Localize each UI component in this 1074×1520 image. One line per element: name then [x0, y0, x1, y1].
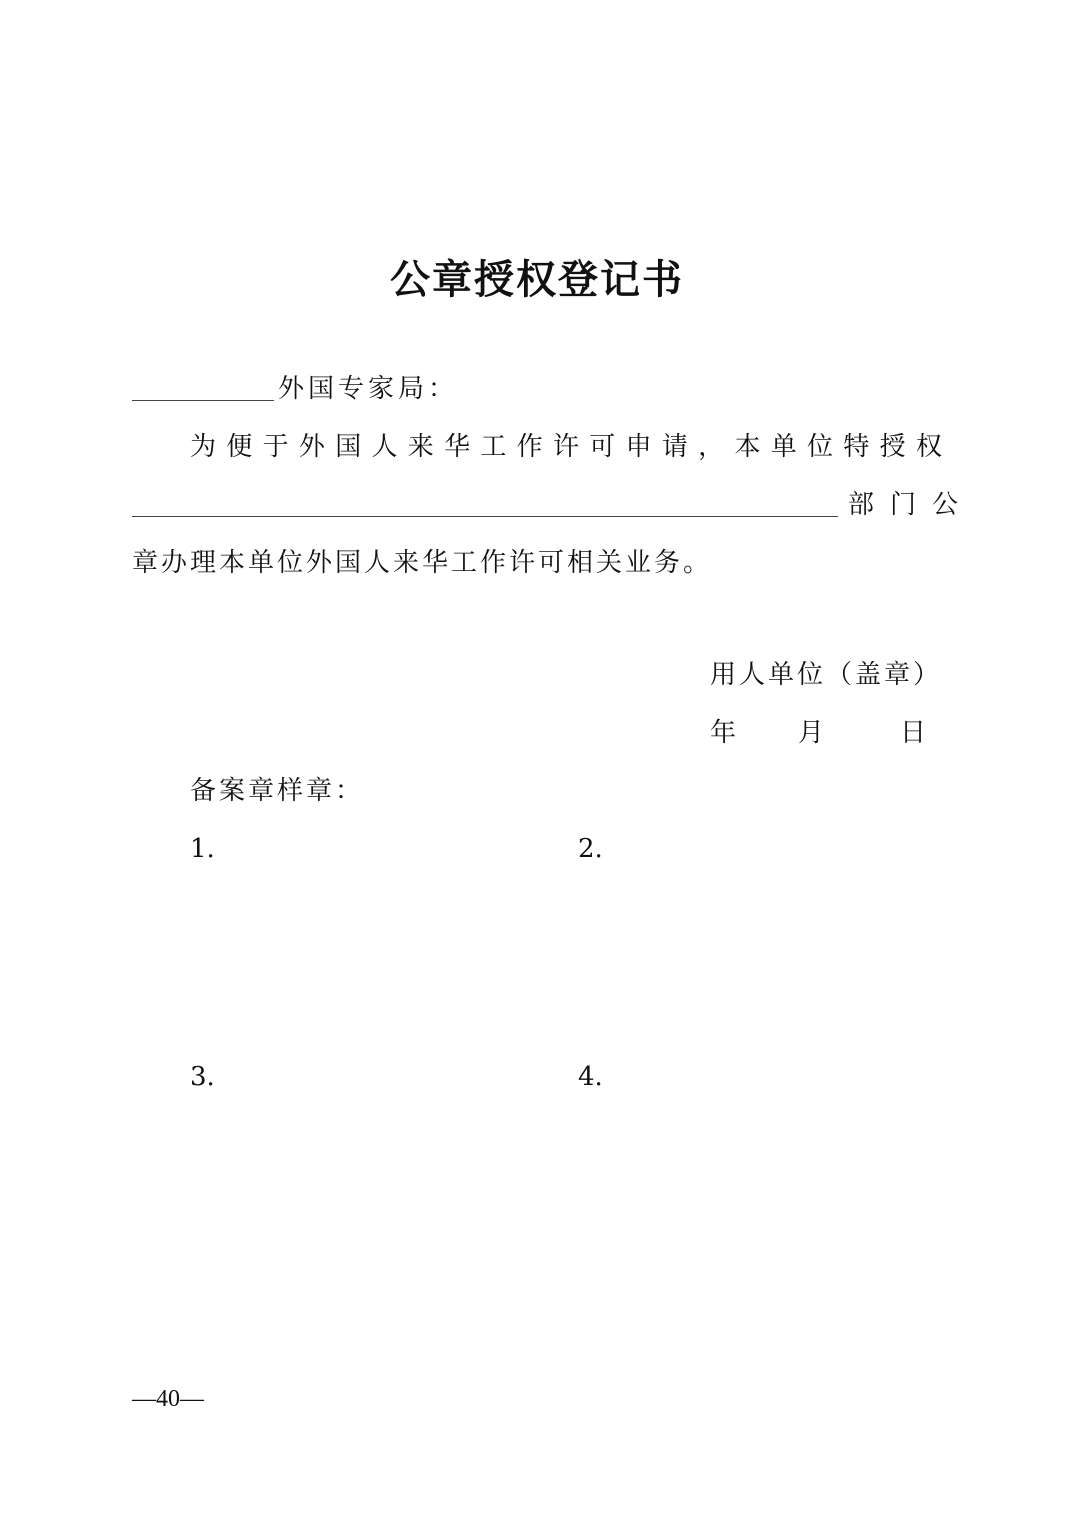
addressee-suffix: 外国专家局：	[278, 374, 459, 404]
document-title: 公章授权登记书	[390, 257, 684, 303]
body-char: 于	[262, 432, 289, 462]
body-char: 权	[915, 432, 942, 462]
seal-samples-label: 备案章样章：	[190, 776, 365, 806]
date-year-label: 年	[710, 718, 737, 748]
date-day-label: 日	[900, 718, 927, 748]
body-line-3: 章办理本单位外国人来华工作许可相关业务。	[132, 548, 713, 578]
body-char: 许	[552, 432, 579, 462]
body-char: 特	[843, 432, 870, 462]
seal-sample-number: 2.	[578, 834, 603, 864]
page-number: —40—	[132, 1386, 204, 1412]
body-char: 本	[734, 432, 761, 462]
body-char: 华	[444, 432, 471, 462]
body-line-2-tail: 部门公	[848, 490, 975, 520]
body-char: 外	[298, 432, 325, 462]
body-char: 作	[516, 432, 543, 462]
body-char: 人	[371, 432, 398, 462]
body-char: 国	[335, 432, 362, 462]
body-char: 单	[770, 432, 797, 462]
body-char: 位	[807, 432, 834, 462]
body-char: 申	[625, 432, 652, 462]
body-line-1	[190, 430, 942, 464]
department-name-blank[interactable]	[132, 516, 838, 517]
date-month-label: 月	[798, 718, 825, 748]
seal-sample-number: 4.	[578, 1062, 603, 1092]
body-char: 请	[661, 432, 688, 462]
seal-sample-number: 1.	[190, 834, 215, 864]
body-char: 为	[190, 432, 217, 462]
body-char: 工	[480, 432, 507, 462]
employer-seal-label: 用人单位（盖章）	[710, 660, 943, 690]
body-char: 可	[589, 432, 616, 462]
body-char: ，	[698, 432, 725, 462]
body-char: 授	[879, 432, 906, 462]
seal-sample-number: 3.	[190, 1062, 215, 1092]
bureau-name-blank[interactable]	[132, 400, 274, 401]
body-char: 便	[226, 432, 253, 462]
body-char: 来	[407, 432, 434, 462]
